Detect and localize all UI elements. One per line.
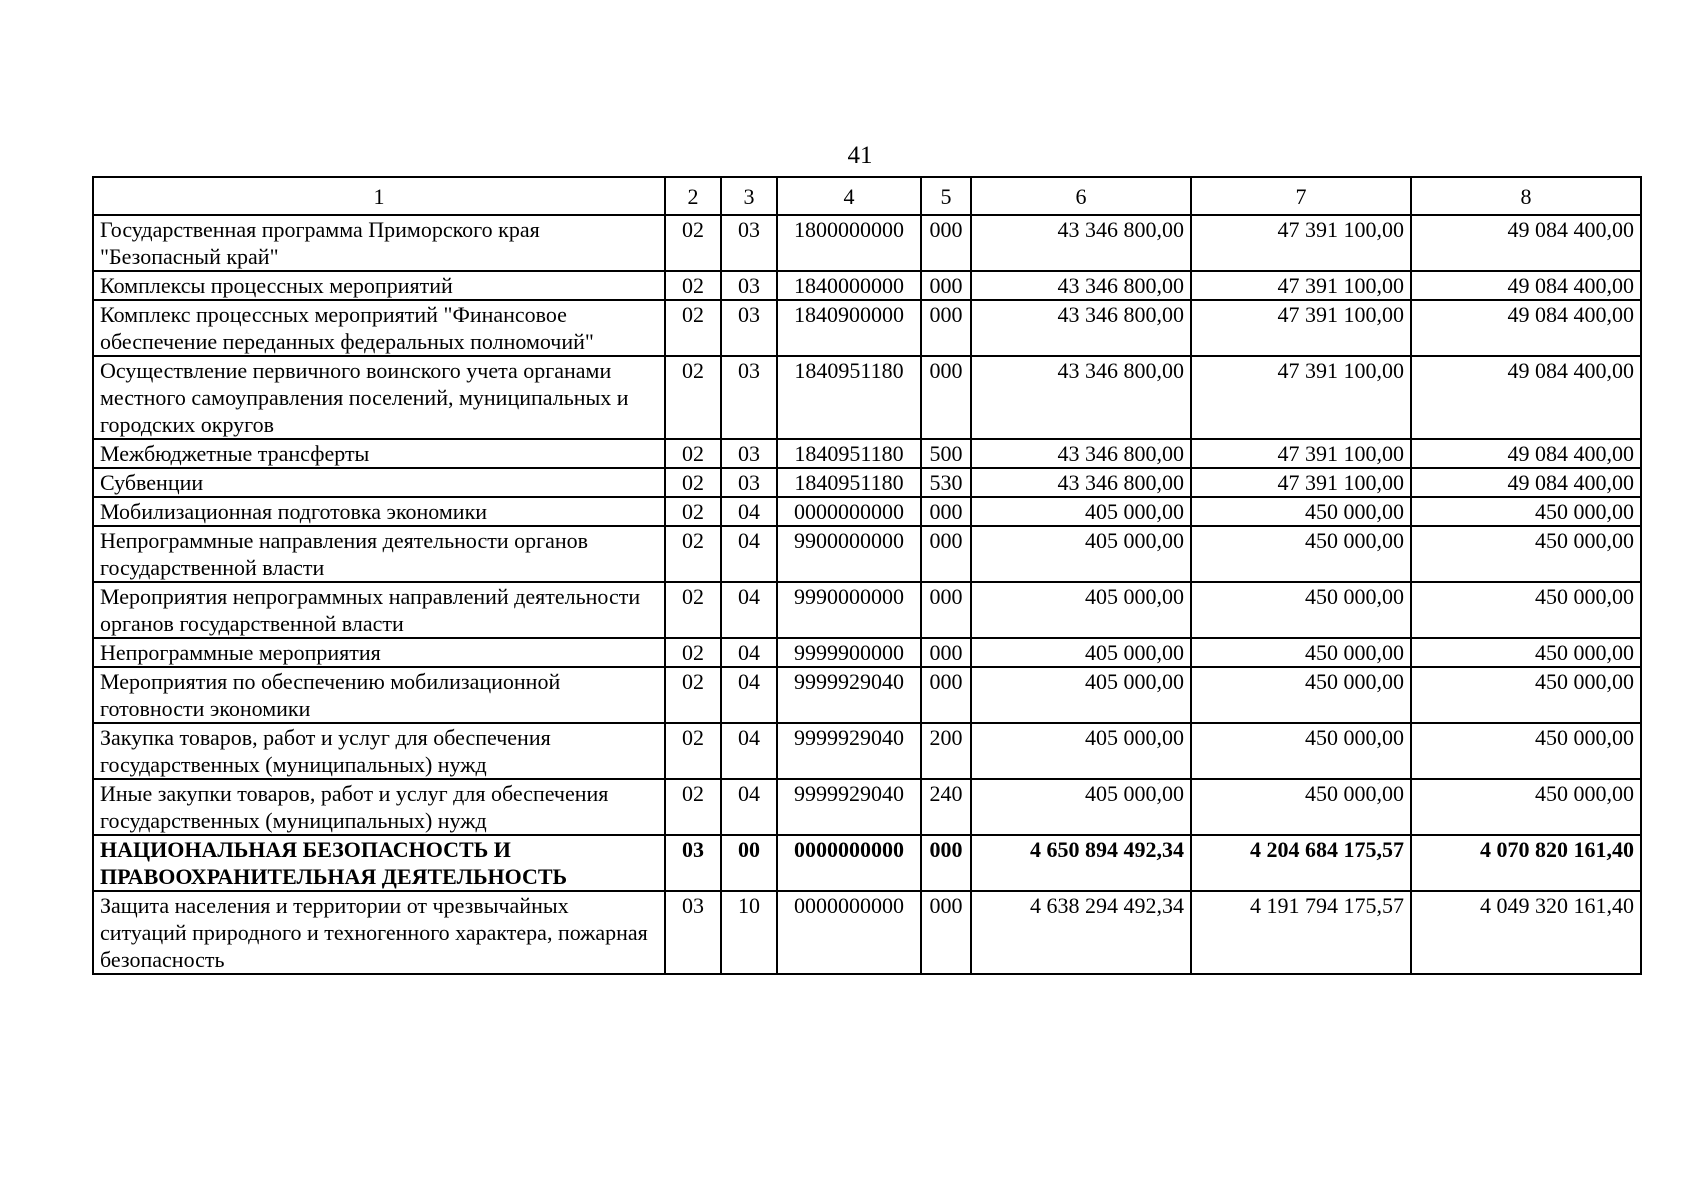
subsection-code-cell: 04 (721, 497, 777, 526)
expense-type-cell: 000 (921, 215, 971, 271)
section-code-cell: 02 (665, 667, 721, 723)
target-article-cell: 0000000000 (777, 497, 921, 526)
target-article-cell: 1840000000 (777, 271, 921, 300)
amount-cell: 405 000,00 (971, 723, 1191, 779)
column-header: 6 (971, 177, 1191, 215)
amount-cell: 47 391 100,00 (1191, 356, 1411, 439)
column-header: 4 (777, 177, 921, 215)
section-code-cell: 02 (665, 300, 721, 356)
row-name-cell: Комплексы процессных мероприятий (93, 271, 665, 300)
target-article-cell: 0000000000 (777, 891, 921, 974)
expense-type-cell: 000 (921, 271, 971, 300)
amount-cell: 43 346 800,00 (971, 215, 1191, 271)
row-name-cell: Осуществление первичного воинского учета органами местного самоуправления поселений, муниципальных и городских округов (93, 356, 665, 439)
section-code-cell: 02 (665, 723, 721, 779)
table-row (93, 638, 1641, 667)
amount-cell: 405 000,00 (971, 667, 1191, 723)
expense-type-cell: 200 (921, 723, 971, 779)
section-code-cell: 03 (665, 891, 721, 974)
table-row (93, 356, 1641, 439)
expense-type-cell: 000 (921, 582, 971, 638)
subsection-code-cell: 10 (721, 891, 777, 974)
table-row (93, 271, 1641, 300)
amount-cell: 450 000,00 (1191, 723, 1411, 779)
row-name-cell: Защита населения и территории от чрезвычайных ситуаций природного и техногенного характера, пожарная безопасность (93, 891, 665, 974)
amount-cell: 450 000,00 (1191, 526, 1411, 582)
amount-cell: 49 084 400,00 (1411, 468, 1641, 497)
amount-cell: 43 346 800,00 (971, 439, 1191, 468)
section-code-cell: 02 (665, 526, 721, 582)
subsection-code-cell: 04 (721, 667, 777, 723)
amount-cell: 450 000,00 (1191, 638, 1411, 667)
amount-cell: 47 391 100,00 (1191, 439, 1411, 468)
amount-cell: 47 391 100,00 (1191, 271, 1411, 300)
budget-table (92, 176, 1642, 975)
amount-cell: 43 346 800,00 (971, 356, 1191, 439)
column-header: 1 (93, 177, 665, 215)
column-header: 2 (665, 177, 721, 215)
expense-type-cell: 000 (921, 667, 971, 723)
section-code-cell: 02 (665, 271, 721, 300)
row-name-cell: НАЦИОНАЛЬНАЯ БЕЗОПАСНОСТЬ И ПРАВООХРАНИТЕЛЬНАЯ ДЕЯТЕЛЬНОСТЬ (93, 835, 665, 891)
column-header: 5 (921, 177, 971, 215)
expense-type-cell: 000 (921, 300, 971, 356)
subsection-code-cell: 03 (721, 356, 777, 439)
section-code-cell: 02 (665, 638, 721, 667)
subsection-code-cell: 04 (721, 526, 777, 582)
section-code-cell: 02 (665, 439, 721, 468)
column-header: 3 (721, 177, 777, 215)
subsection-code-cell: 04 (721, 723, 777, 779)
subsection-code-cell: 03 (721, 300, 777, 356)
table-row (93, 439, 1641, 468)
amount-cell: 405 000,00 (971, 526, 1191, 582)
expense-type-cell: 000 (921, 891, 971, 974)
section-code-cell: 02 (665, 468, 721, 497)
expense-type-cell: 000 (921, 835, 971, 891)
amount-cell: 4 191 794 175,57 (1191, 891, 1411, 974)
row-name-cell: Мероприятия непрограммных направлений деятельности органов государственной власти (93, 582, 665, 638)
table-row (93, 891, 1641, 974)
amount-cell: 450 000,00 (1411, 526, 1641, 582)
table-row (93, 667, 1641, 723)
amount-cell: 47 391 100,00 (1191, 215, 1411, 271)
table-row (93, 300, 1641, 356)
amount-cell: 49 084 400,00 (1411, 271, 1641, 300)
amount-cell: 450 000,00 (1191, 779, 1411, 835)
amount-cell: 43 346 800,00 (971, 468, 1191, 497)
row-name-cell: Государственная программа Приморского края "Безопасный край" (93, 215, 665, 271)
expense-type-cell: 000 (921, 638, 971, 667)
row-name-cell: Комплекс процессных мероприятий "Финансовое обеспечение переданных федеральных полномочий" (93, 300, 665, 356)
expense-type-cell: 000 (921, 497, 971, 526)
column-header: 7 (1191, 177, 1411, 215)
amount-cell: 450 000,00 (1411, 497, 1641, 526)
amount-cell: 450 000,00 (1191, 497, 1411, 526)
table-row (93, 723, 1641, 779)
amount-cell: 405 000,00 (971, 779, 1191, 835)
target-article-cell: 9990000000 (777, 582, 921, 638)
section-code-cell: 02 (665, 215, 721, 271)
target-article-cell: 1840900000 (777, 300, 921, 356)
amount-cell: 43 346 800,00 (971, 300, 1191, 356)
amount-cell: 43 346 800,00 (971, 271, 1191, 300)
amount-cell: 405 000,00 (971, 638, 1191, 667)
amount-cell: 4 049 320 161,40 (1411, 891, 1641, 974)
subsection-code-cell: 03 (721, 468, 777, 497)
target-article-cell: 1840951180 (777, 468, 921, 497)
amount-cell: 405 000,00 (971, 497, 1191, 526)
subsection-code-cell: 03 (721, 439, 777, 468)
amount-cell: 49 084 400,00 (1411, 439, 1641, 468)
section-code-cell: 02 (665, 582, 721, 638)
subsection-code-cell: 04 (721, 779, 777, 835)
table-row (93, 215, 1641, 271)
amount-cell: 450 000,00 (1411, 638, 1641, 667)
amount-cell: 47 391 100,00 (1191, 468, 1411, 497)
table-row (93, 779, 1641, 835)
amount-cell: 49 084 400,00 (1411, 356, 1641, 439)
target-article-cell: 9999929040 (777, 667, 921, 723)
amount-cell: 450 000,00 (1411, 723, 1641, 779)
expense-type-cell: 240 (921, 779, 971, 835)
expense-type-cell: 500 (921, 439, 971, 468)
expense-type-cell: 000 (921, 356, 971, 439)
target-article-cell: 1840951180 (777, 439, 921, 468)
row-name-cell: Иные закупки товаров, работ и услуг для обеспечения государственных (муниципальных) нужд (93, 779, 665, 835)
amount-cell: 4 070 820 161,40 (1411, 835, 1641, 891)
section-code-cell: 02 (665, 779, 721, 835)
amount-cell: 450 000,00 (1191, 582, 1411, 638)
amount-cell: 4 638 294 492,34 (971, 891, 1191, 974)
page-number: 41 (847, 142, 873, 169)
column-header: 8 (1411, 177, 1641, 215)
table-row (93, 497, 1641, 526)
amount-cell: 4 204 684 175,57 (1191, 835, 1411, 891)
table-row (93, 468, 1641, 497)
amount-cell: 450 000,00 (1411, 582, 1641, 638)
row-name-cell: Межбюджетные трансферты (93, 439, 665, 468)
amount-cell: 4 650 894 492,34 (971, 835, 1191, 891)
subsection-code-cell: 04 (721, 582, 777, 638)
section-code-cell: 02 (665, 497, 721, 526)
subsection-code-cell: 00 (721, 835, 777, 891)
subsection-code-cell: 03 (721, 215, 777, 271)
subsection-code-cell: 03 (721, 271, 777, 300)
table-row (93, 526, 1641, 582)
target-article-cell: 9900000000 (777, 526, 921, 582)
row-name-cell: Непрограммные направления деятельности органов государственной власти (93, 526, 665, 582)
target-article-cell: 9999929040 (777, 723, 921, 779)
row-name-cell: Закупка товаров, работ и услуг для обеспечения государственных (муниципальных) нужд (93, 723, 665, 779)
section-code-cell: 03 (665, 835, 721, 891)
row-name-cell: Непрограммные мероприятия (93, 638, 665, 667)
column-number-row (93, 177, 1641, 215)
target-article-cell: 0000000000 (777, 835, 921, 891)
target-article-cell: 1840951180 (777, 356, 921, 439)
amount-cell: 49 084 400,00 (1411, 300, 1641, 356)
row-name-cell: Субвенции (93, 468, 665, 497)
table-row (93, 582, 1641, 638)
amount-cell: 450 000,00 (1411, 779, 1641, 835)
amount-cell: 49 084 400,00 (1411, 215, 1641, 271)
target-article-cell: 9999929040 (777, 779, 921, 835)
row-name-cell: Мобилизационная подготовка экономики (93, 497, 665, 526)
amount-cell: 450 000,00 (1411, 667, 1641, 723)
amount-cell: 405 000,00 (971, 582, 1191, 638)
amount-cell: 450 000,00 (1191, 667, 1411, 723)
subsection-code-cell: 04 (721, 638, 777, 667)
row-name-cell: Мероприятия по обеспечению мобилизационной готовности экономики (93, 667, 665, 723)
table-row (93, 835, 1641, 891)
section-code-cell: 02 (665, 356, 721, 439)
target-article-cell: 1800000000 (777, 215, 921, 271)
table-body (93, 215, 1641, 974)
expense-type-cell: 000 (921, 526, 971, 582)
target-article-cell: 9999900000 (777, 638, 921, 667)
expense-type-cell: 530 (921, 468, 971, 497)
amount-cell: 47 391 100,00 (1191, 300, 1411, 356)
